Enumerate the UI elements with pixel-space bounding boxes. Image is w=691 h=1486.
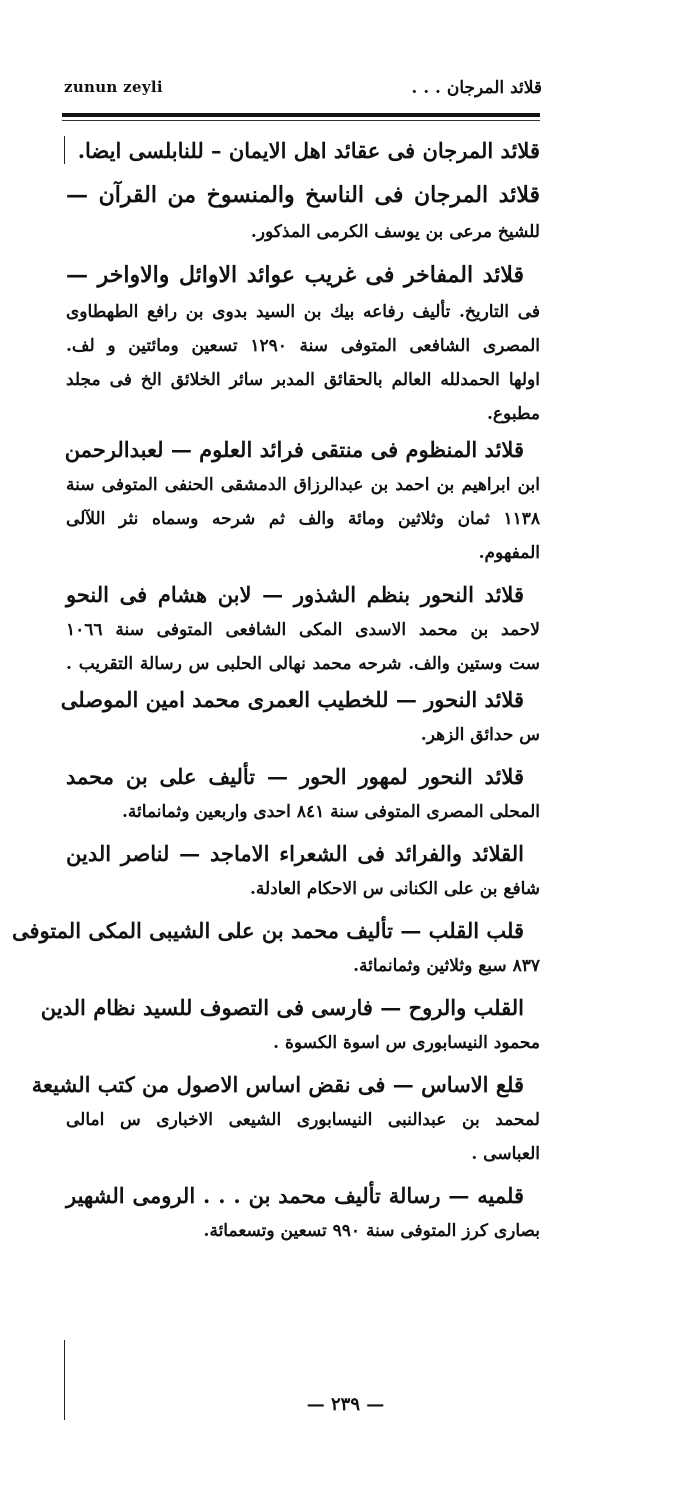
- entry: [60, 681, 540, 752]
- entry-line: قلميه — رسالة تأليف محمد بن . . . الرومى الشهير: [66, 1183, 524, 1208]
- entry: [31, 1066, 540, 1171]
- entry-line: مطبوع.: [486, 404, 540, 424]
- entry-line: ١١٣٨ ثمان وثلاثين ومائة والف ثم شرحه وسماه نثر اللآلى: [66, 509, 540, 529]
- entry-line: للشيخ مرعى بن يوسف الكرمى المذكور.: [250, 222, 540, 242]
- entry-line: ابن ابراهيم بن احمد بن عبدالرزاق الدمشقى الحنفى المتوفى سنة: [66, 475, 540, 495]
- entries-column: [11, 132, 541, 1248]
- entry-line: المحلى المصرى المتوفى سنة ٨٤١ احدى واربعين وثمانمائة.: [122, 802, 540, 822]
- entry-line: القلائد والفرائد فى الشعراء الاماجد — لناصر الدين: [66, 841, 524, 866]
- entry: [40, 989, 540, 1060]
- entry-line: قلب القلب — تأليف محمد بن على الشيبى المكى المتوفى: [11, 918, 524, 943]
- entry-line: لاحمد بن محمد الاسدى المكى الشافعى المتوفى سنة ١٠٦٦: [66, 620, 540, 640]
- entry: [11, 912, 540, 983]
- entry-line: ٨٣٧ سبع وثلاثين وثمانمائة.: [353, 956, 540, 976]
- entry-line: س حدائق الزهر.: [420, 725, 540, 745]
- entry-line: محمود النيسابورى س اسوة الكسوة .: [273, 1033, 540, 1053]
- entry: [66, 255, 540, 431]
- entry: [66, 175, 540, 249]
- entry: [66, 835, 540, 906]
- entry-line: قلع الاساس — فى نقض اساس الاصول من كتب الشيعة: [31, 1072, 524, 1097]
- header-rule-thick: [62, 113, 540, 117]
- entry-line: لمحمد بن عبدالنبى النيسابورى الشيعى الاخبارى س امالى: [66, 1110, 540, 1130]
- entry-line: المصرى الشافعى المتوفى سنة ١٢٩٠ تسعين ومائتين و لف.: [66, 336, 540, 356]
- margin-line-top: [64, 136, 65, 164]
- entry-line: قلائد النحور لمهور الحور — تأليف على بن محمد: [66, 764, 524, 789]
- entry-line: قلائد المرجان فى الناسخ والمنسوخ من القرآن —: [66, 182, 541, 208]
- entry-line: بصارى كرز المتوفى سنة ٩٩٠ تسعين وتسعمائة.: [203, 1221, 540, 1241]
- entry-line: قلائد النحور بنظم الشذور — لابن هشام فى النحو: [66, 582, 524, 607]
- running-head-left: zunun zeyli: [64, 78, 163, 96]
- entry-line: العباسى .: [471, 1144, 540, 1164]
- entry: [66, 576, 540, 681]
- entry: [66, 431, 540, 570]
- entry-line: فى التاريخ. تأليف رفاعه بيك بن السيد بدوى بن رافع الطهطاوى: [66, 302, 540, 322]
- header-rule-thin: [62, 120, 540, 121]
- entry-line: القلب والروح — فارسى فى التصوف للسيد نظام الدين: [40, 995, 524, 1020]
- entry-line: قلائد المفاخر فى غريب عوائد الاوائل والاواخر —: [66, 262, 525, 288]
- entry-line: اولها الحمدلله العالم بالحقائق المدبر سائر الخلائق الخ فى مجلد: [66, 370, 540, 390]
- entry: [66, 132, 540, 169]
- entry-line: شافع بن على الكنانى س الاحكام العادلة.: [249, 879, 540, 899]
- running-head-right: قلائد المرجان . . .: [411, 78, 542, 98]
- entry-line: قلائد النحور — للخطيب العمرى محمد امين الموصلى: [60, 687, 524, 712]
- running-head: [64, 78, 542, 102]
- entry: [66, 1177, 540, 1248]
- entry-line: قلائد المرجان فى عقائد اهل الايمان – للنابلسى ايضا.: [77, 138, 540, 163]
- entry-line: المفهوم.: [478, 543, 540, 563]
- page-number: — ٢٣٩ —: [306, 1394, 385, 1415]
- entry: [66, 758, 540, 829]
- entry-line: ست وستين والف. شرحه محمد نهالى الحلبى س رسالة التقريب .: [66, 654, 540, 674]
- entry-line: قلائد المنظوم فى منتقى فرائد العلوم — لعبدالرحمن: [64, 437, 524, 462]
